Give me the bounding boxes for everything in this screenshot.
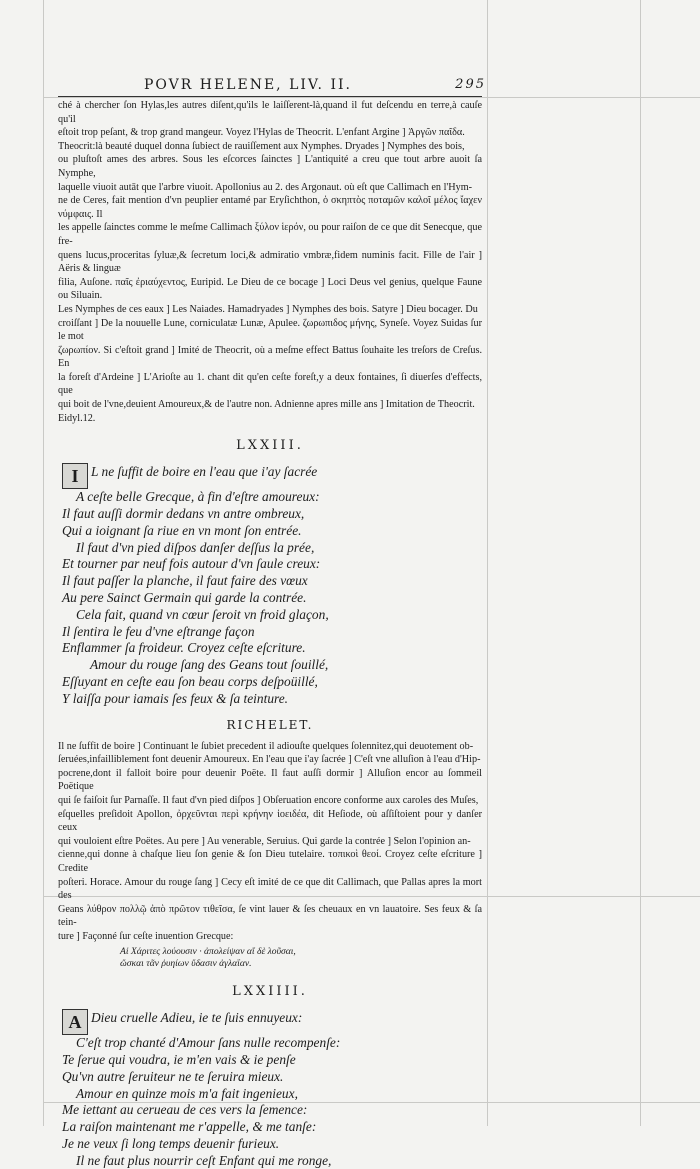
commentary-line: Theocrit:là beauté duquel donna ſubiect de rauiſſement aux Nymphes. Dryades ] Nymphes des bois, <box>58 140 465 152</box>
poem-line: Et tourner par neuf fois autour d'vn ſaule creux: <box>62 556 321 572</box>
greek-quote <box>120 946 482 972</box>
running-title: POVR HELENE, LIV. II. <box>144 77 352 93</box>
poem-line: Me iettant au cerueau de ces vers la ſemence: <box>62 1102 308 1118</box>
poem-line: Eſſuyant en ceſte eau ſon beau corps deſpoüillé, <box>62 674 318 690</box>
commentary-line: eſtoit trop peſant, & trop grand mangeur. Voyez l'Hylas de Theocrit. L'enfant Argine ] Ἀργῶν παῖδα. <box>58 127 465 139</box>
poem-line-text: Dieu cruelle Adieu, ie te ſuis ennuyeux: <box>91 1010 303 1026</box>
commentary-line: qui ſe faiſoit ſur Parnaſſe. Il faut d'vn pied diſpos ] Obſeruation encore conforme aux caroles des Muſes, <box>58 794 479 806</box>
commentary-line: qui boit de l'vne,deuient Amoureux,& de l'autre non. Adnienne apres mille ans ] Imitation de Theocrit. <box>58 399 475 411</box>
commentary-line: ture ] Façonné ſur ceſte inuention Grecque: <box>58 930 234 942</box>
sonnet-73-number: LXXIII. <box>236 438 304 454</box>
commentary-line: Il ne ſuffit de boire ] Continuant le ſubiet precedent il adiouſte quelques ſolennitez,qui deuotement ob- <box>58 740 474 752</box>
commentary-line: quens lucus,proceritas ſyluæ,& ſecretum loci,& admiratio vmbræ,fidem numinis facit. Fille de l'air ] Aëris & linguæ <box>58 249 482 275</box>
book-page <box>58 74 486 1169</box>
scan-ruling-right <box>640 0 641 1126</box>
poem-line-text: L ne ſuffit de boire en l'eau que i'ay ſacrée <box>91 464 318 480</box>
page-number: 295 <box>455 77 486 92</box>
poem-line: Il ne faut plus nourrir ceſt Enfant qui me ronge, <box>76 1152 332 1168</box>
drop-cap: A <box>62 1009 88 1035</box>
commentary-73 <box>58 740 482 944</box>
poem-line: Il faut d'vn pied diſpos danſer deſſus la prée, <box>76 539 315 555</box>
poem-line: Amour en quinze mois m'a fait ingenieux, <box>76 1085 298 1101</box>
poem-line: Y laiſſa pour iamais ſes feux & ſa teinture. <box>62 690 289 706</box>
poem-line: A ceſte belle Grecque, à fin d'eſtre amoureux: <box>76 489 320 505</box>
running-head <box>58 74 486 97</box>
poem-line: Qui a ioignant ſa riue en vn mont ſon entrée. <box>62 522 302 538</box>
commentary-line: Les Nymphes de ces eaux ] Les Naiades. Hamadryades ] Nymphes des bois. Satyre ] Dieu bocager. Du <box>58 303 478 315</box>
poem-line: Il ſentira le feu d'vne eſtrange façon <box>62 623 255 639</box>
commentary-line: ne de Ceres, fait mention d'vn peuplier entamé par Eryſichthon, ὁ σκηπτὸς ποταμῶν καλοῖ μέλος ἴαχεν νύμφαις. Il <box>58 195 482 220</box>
drop-cap: I <box>62 463 88 489</box>
poem-line <box>62 463 482 489</box>
commentary-intro <box>58 99 482 425</box>
poem-line: Qu'vn autre ſeruiteur ne te ſeruira mieux. <box>62 1068 284 1084</box>
commentary-line: la foreſt d'Ardeine ] L'Arioſte au 1. chant dit qu'en ceſte foreſt,y a deux fontaines, ſi diuerſes d'effects, que <box>58 371 482 397</box>
poem-line: Cela fait, quand vn cœur ſeroit vn froid glaçon, <box>76 606 329 622</box>
commentary-line: poſteri. Horace. Amour du rouge ſang ] Cecy eſt imité de ce que dit Callimach, que Pallas apres la mort des <box>58 876 482 902</box>
poem-line <box>62 1009 482 1035</box>
poem-line: Il faut auſſi dormir dedans vn antre ombreux, <box>62 506 305 522</box>
commentator-name: RICHELET. <box>226 717 314 732</box>
commentary-line: filia, Auſone. παῖς ἐριαύχεντος, Euripid. Le Dieu de ce bocage ] Loci Deus vel genius, quelque Faune ou Siluain. <box>58 276 482 302</box>
greek-quote-line: Αἱ Χάριτες λούουσιν · ἀπολείψαν αἴ δὲ λοῦσαι, <box>120 945 296 957</box>
commentary-line: les appelle ſainctes comme le meſme Callimach ξύλον ἱερόν, ou pour raiſon de ce que dit Senecque, que fre- <box>58 222 482 247</box>
commentary-line: Geans λύθρον πολλῷ ἀπὸ πρῶτον τιθεῖσα, ſe vint lauer & ſes cheuaux en vn lauatoire. Ses feux & ſa tein- <box>58 903 482 929</box>
sonnet-74 <box>62 1009 482 1169</box>
scan-ruling-middle <box>487 0 488 1126</box>
commentary-line: pocrene,dont il falloit boire pour deuenir Poëte. Il faut auſſi dormir ] Alluſion encor au ſommeil Poëtique <box>58 767 482 793</box>
sonnet-74-number: LXXIIII. <box>232 984 308 1000</box>
commentary-line: eſquelles preſidoit Apollon, ὀρχεῦνται περὶ κρήνην ἰοειδέα, dit Heſiode, où aſſiſtoient pour y danſer ceux <box>58 808 482 834</box>
greek-quote-line: ὥσκαι τᾶν ῥυηίων ὕδασιν ἀγλαΐαν. <box>120 958 252 970</box>
poem-line: Il faut paſſer la planche, il faut faire des vœux <box>62 573 308 589</box>
commentary-line: ché à chercher ſon Hylas,les autres diſent,qu'ils le laiſſerent-là,quand il fut deſcendu en terre,à cauſe qu'il <box>58 100 482 125</box>
commentary-line: laquelle viuoit autāt que l'arbre viuoit. Apollonius au 2. des Argonaut. où eſt que Callimach en l'Hym- <box>58 181 473 193</box>
poem-line: Amour du rouge ſang des Geans tout ſouillé, <box>90 657 329 673</box>
scan-ruling-left <box>43 0 44 1126</box>
commentary-line: ζωρωπίον. Si c'eſtoit grand ] Imité de Theocrit, où a meſme effect Battus ſouhaite les treſors de Creſus. En <box>58 344 482 370</box>
sonnet-73 <box>62 463 482 707</box>
commentary-line: Eidyl.12. <box>58 412 96 424</box>
poem-line: Je ne veux ſi long temps deuenir furieux. <box>62 1135 280 1151</box>
poem-line: La raiſon maintenant me r'appelle, & me tanſe: <box>62 1119 317 1135</box>
poem-line: Enflammer ſa froideur. Croyez ceſte eſcriture. <box>62 640 306 656</box>
commentary-line: qui vouloient eſtre Poëtes. Au pere ] Au venerable, Seruius. Qui garde la contrée ] Selon l'opinion an- <box>58 835 471 847</box>
commentary-line: croiſſant ] De la nouuelle Lune, corniculatæ Lunæ, Apulee. ζωρωπιδος μήνης, Syneſe. Voyez Suidas ſur le mot <box>58 317 482 343</box>
poem-line: Te ſerue qui voudra, ie m'en vais & ie penſe <box>62 1051 296 1067</box>
poem-line: Au pere Sainct Germain qui garde la contrée. <box>62 590 307 606</box>
commentary-line: ſeruées,infailliblement font deuenir Amoureux. En l'eau que i'ay ſacrée ] C'eſt vne alluſion à l'eau d'Hip- <box>58 754 481 766</box>
commentary-line: ou pluſtoſt ames des arbres. Sous les eſcorces ſainctes ] L'antiquité a creu que tout arbre auoit ſa Nymphe, <box>58 154 482 179</box>
commentary-line: cienne,qui donne à chaſque lieu ſon genie & ſon Dieu tutelaire. τοπικοὶ θεοί. Croyez ceſte eſcriture ] Credite <box>58 849 482 874</box>
poem-line: C'eſt trop chanté d'Amour ſans nulle recompenſe: <box>76 1035 341 1051</box>
